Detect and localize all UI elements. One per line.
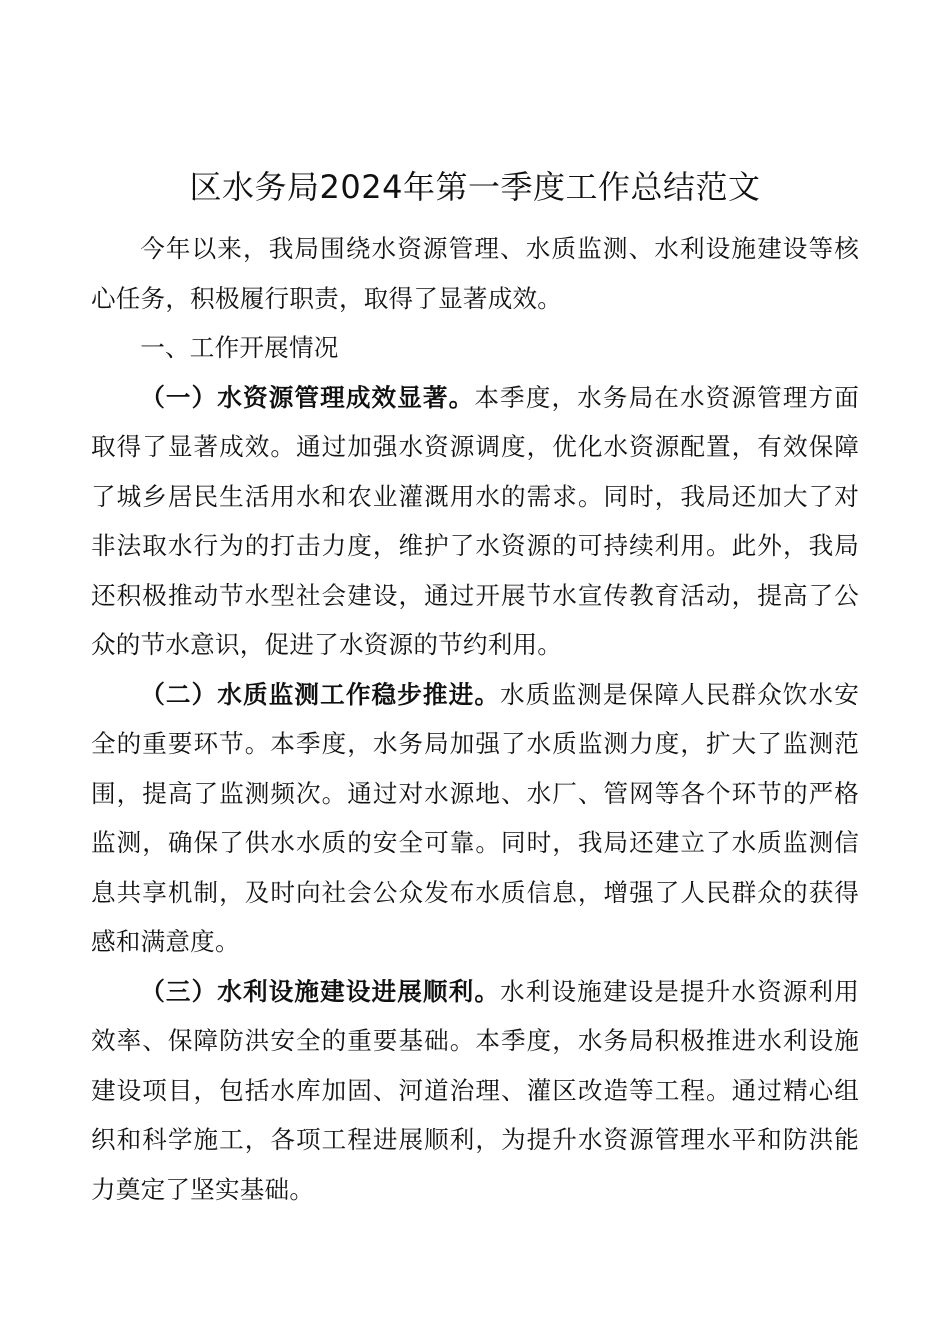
section-heading: 一、工作开展情况 [140, 333, 339, 362]
item-text-3: 水利设施建设是提升水资源利用效率、保障防洪安全的重要基础。本季度，水务局积极推进水利设施建设项目，包括水库加固、河道治理、灌区改造等工程。通过精心组织和科学施工，各项工程进展顺利，为提升水资源管理水平和防洪能力奠定了坚实基础。 [91, 976, 859, 1204]
document-body [91, 224, 859, 1214]
intro-paragraph: 今年以来，我局围绕水资源管理、水质监测、水利设施建设等核心任务，积极履行职责，取得了显著成效。 [91, 234, 859, 313]
item-lead-2: （二）水质监测工作稳步推进。 [140, 679, 501, 709]
item-lead-1: （一）水资源管理成效显著。 [140, 382, 475, 412]
item-paragraph-3 [91, 967, 859, 1215]
item-text-2: 水质监测是保障人民群众饮水安全的重要环节。本季度，水务局加强了水质监测力度，扩大了监测范围，提高了监测频次。通过对水源地、水厂、管网等各个环节的严格监测，确保了供水水质的安全可靠。同时，我局还建立了水质监测信息共享机制，及时向社会公众发布水质信息，增强了人民群众的获得感和满意度。 [91, 679, 859, 956]
item-lead-3: （三）水利设施建设进展顺利。 [140, 976, 501, 1006]
item-text-1: 本季度，水务局在水资源管理方面取得了显著成效。通过加强水资源调度，优化水资源配置，有效保障了城乡居民生活用水和农业灌溉用水的需求。同时，我局还加大了对非法取水行为的打击力度，维护了水资源的可持续利用。此外，我局还积极推动节水型社会建设，通过开展节水宣传教育活动，提高了公众的节水意识，促进了水资源的节约利用。 [91, 382, 859, 659]
document-title: 区水务局2024年第一季度工作总结范文 [189, 168, 761, 206]
item-paragraph-2 [91, 670, 859, 967]
item-paragraph-1 [91, 373, 859, 670]
